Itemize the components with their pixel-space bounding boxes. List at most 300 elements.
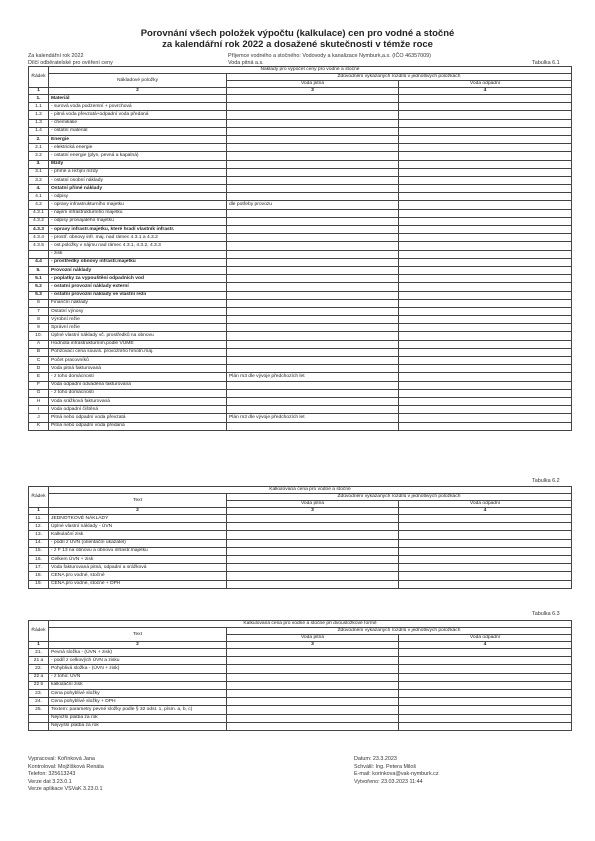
row-waste-value [399,144,572,152]
row-number: 4.3.5 [29,242,49,250]
row-waste-value [399,572,572,580]
row-water-value [227,316,399,324]
row-water-value [227,572,399,580]
table-row [29,144,572,152]
table-row [29,665,572,673]
row-number [29,250,49,258]
row-waste-value [399,714,572,722]
row-number: C [29,357,49,365]
row-item: - surová voda podzemní + povrchová [49,103,227,111]
footer-phone: Telefon: 325613243 [28,771,76,778]
table-row [29,348,572,356]
row-number: 10. [29,332,49,340]
row-number: 1. [29,95,49,103]
header-item: Text [49,494,227,508]
row-water-value [227,258,399,266]
row-water-value [227,144,399,152]
row-waste-value [399,422,572,430]
row-waste-value [399,547,572,555]
footer-app-version: Verze aplikace VSVaK 3.23.0.1 [28,786,103,793]
table-row [29,389,572,397]
row-waste-value [399,135,572,143]
row-water-value [227,152,399,160]
row-water-value [227,689,399,697]
row-waste-value [399,340,572,348]
table-label: Tabulka 6.3 [532,611,560,617]
row-waste-value [399,242,572,250]
table-row [29,357,572,365]
table-row [29,176,572,184]
table-row [29,242,572,250]
row-waste-value [399,324,572,332]
row-waste-value [399,217,572,225]
row-number: 4.3.3 [29,226,49,234]
row-item: - nájem infrastrukturního majetku [49,209,227,217]
header-provider: Příjemce vodného a stočného: Vodovody a kanalizace Nymburk,a.s. (IČO 46357009) [228,53,431,59]
table-row [29,226,572,234]
table-row [29,283,572,291]
row-waste-value [399,299,572,307]
table-row [29,332,572,340]
table-row [29,373,572,381]
table-row [29,152,572,160]
col-number: 3 [227,88,399,95]
row-waste-value [399,103,572,111]
row-water-value [227,242,399,250]
table-row [29,555,572,563]
row-water-value [227,555,399,563]
row-item: Pohyblivá složka - (ÚVN + zisk) [49,665,227,673]
table-row [29,217,572,225]
row-item: Pitná nebo odpadní voda převzatá [49,414,227,422]
col-number: 3 [227,642,399,649]
row-item: Celkem ÚVN + zisk [49,555,227,563]
row-water-value [227,168,399,176]
row-number: 17. [29,564,49,572]
header-year: Za kalendářní rok 2022 [28,53,84,59]
row-number: 2.1 [29,144,49,152]
footer-approved-by: Schválil: Ing. Petera Miloš [354,763,417,770]
row-number: 5. [29,266,49,274]
row-water-value [227,523,399,531]
row-waste-value [399,266,572,274]
table-row [29,324,572,332]
row-water-value [227,119,399,127]
row-item: Cena pohyblivé složky [49,689,227,697]
footer-data-version: Verze dat 3.23.0.1 [28,778,72,785]
table-row [29,414,572,422]
row-water-value [227,673,399,681]
row-item: - podíl z celkových ÚVN a zisku [49,657,227,665]
row-waste-value [399,250,572,258]
row-item: - odpisy [49,193,227,201]
row-item: - ost.položky v nájmu nad rámec 4.3.1, 4.3.2, 4.3.3 [49,242,227,250]
row-item: - ostatní osobní náklady [49,176,227,184]
footer-created: Vytvořeno: 23.03.2023 11:44 [354,778,423,785]
row-water-value: Plán m3 dle vývoje předchozích let [227,414,399,422]
row-waste-value [399,95,572,103]
row-waste-value [399,539,572,547]
table-row [29,657,572,665]
row-waste-value [399,168,572,176]
row-item: Výrobní režie [49,316,227,324]
table-row [29,673,572,681]
row-number [29,722,49,730]
row-number: 22 b [29,681,49,689]
footer-checked-by: Kontroloval: Mojžíšková Renáta [28,763,104,770]
row-item: Správní režie [49,324,227,332]
table-row [29,291,572,299]
table-row [29,168,572,176]
row-water-value: dle potřeby provozu [227,201,399,209]
row-number: 2. [29,135,49,143]
col-number: 1 [29,642,49,649]
row-number: 24. [29,698,49,706]
table-caption: Kalkulovaná cena pro vodné a stočné při dvousložkové formě [49,621,572,628]
row-water-value [227,348,399,356]
table-row [29,193,572,201]
row-number: 11. [29,515,49,523]
col-number: 4 [399,642,572,649]
row-waste-value [399,665,572,673]
row-number: J [29,414,49,422]
row-waste-value [399,657,572,665]
row-number: 3.2 [29,176,49,184]
footer-date: Datum: 23.3.2023 [354,756,397,762]
table-row [29,681,572,689]
col-number: 3 [227,508,399,515]
row-water-value [227,209,399,217]
row-number: 1.4 [29,127,49,135]
header-waste: Voda odpadní [399,81,572,88]
row-waste-value [399,580,572,588]
row-item: Voda srážková fakturovaná [49,397,227,405]
row-water-value [227,698,399,706]
row-waste-value [399,176,572,184]
row-water-value [227,135,399,143]
header-waste: Voda odpadní [399,501,572,508]
row-waste-value [399,406,572,414]
row-item: - ostatní provozní náklady externí [49,283,227,291]
row-item: Finanční náklady [49,299,227,307]
row-item: Kalkulační zisk [49,531,227,539]
row-item: - prostř. obnovy infr. maj. nad rámec 4.3.1 a 4.3.2 [49,234,227,242]
row-water-value [227,266,399,274]
row-item: - ostatní energie (plyn, pevná a kapalná) [49,152,227,160]
row-water-value [227,95,399,103]
row-item: Voda pitná fakturovaná [49,365,227,373]
table-row [29,381,572,389]
table-row [29,266,572,274]
row-item: Voda odpadní čištěná [49,406,227,414]
footer-right [354,756,439,786]
table-row [29,103,572,111]
header-row: Řádek [29,621,49,642]
row-waste-value [399,381,572,389]
row-number: B [29,348,49,356]
row-waste-value [399,316,572,324]
title-line-2: za kalendářní rok 2022 a dosažené skutečnosti v témže roce [162,39,433,50]
table-row [29,564,572,572]
row-item: Voda fakturovaná pitná, odpadní a srážková [49,564,227,572]
header-waste: Voda odpadní [399,635,572,642]
row-water-value [227,324,399,332]
row-number: 8 [29,316,49,324]
row-item: - ostatní provozní náklady ve vlastní režii [49,291,227,299]
table-row [29,275,572,283]
row-number: 1.1 [29,103,49,111]
row-water-value [227,160,399,168]
row-number: 14. [29,539,49,547]
table-row [29,539,572,547]
row-water-value [227,547,399,555]
row-water-value [227,649,399,657]
row-waste-value [399,111,572,119]
row-item: Energie [49,135,227,143]
row-water-value [227,307,399,315]
row-water-value [227,422,399,430]
header-water: Voda pitná [227,501,399,508]
row-number: 25. [29,706,49,714]
row-waste-value [399,365,572,373]
row-number: 4.3.4 [29,234,49,242]
table-row [29,515,572,523]
row-number: 21. [29,649,49,657]
row-waste-value [399,283,572,291]
row-water-value: Plán m3 dle vývoje předchozích let [227,373,399,381]
table-row [29,201,572,209]
row-item: - podíl z ÚVN (orientační ukazatel) [49,539,227,547]
row-water-value [227,406,399,414]
row-waste-value [399,127,572,135]
row-water-value [227,531,399,539]
row-water-value [227,111,399,119]
row-number: 18. [29,572,49,580]
row-waste-value [399,397,572,405]
row-number: 15. [29,547,49,555]
table-row [29,689,572,697]
row-number: I [29,406,49,414]
row-waste-value [399,193,572,201]
row-item: - z toho: ÚVN [49,673,227,681]
table-row [29,397,572,405]
row-number: 22 a [29,673,49,681]
row-item: Počet pracovníků [49,357,227,365]
col-number: 2 [49,88,227,95]
table-row [29,299,572,307]
header-pricing: Dílčí odběratelské pro ověření ceny [28,60,113,66]
row-water-value [227,250,399,258]
row-item: Materiál [49,95,227,103]
row-waste-value [399,307,572,315]
row-number: K [29,422,49,430]
row-item: Voda odpadní odváděná fakturovaná [49,381,227,389]
row-number: H [29,397,49,405]
row-item: - elektrická energie [49,144,227,152]
row-water-value [227,580,399,588]
row-number: 4.4 [29,258,49,266]
row-water-value [227,103,399,111]
table-row [29,531,572,539]
table-row [29,365,572,373]
row-water-value [227,176,399,184]
table-label: Tabulka 6.2 [532,478,560,484]
row-waste-value [399,706,572,714]
title-line-1: Porovnání všech položek výpočtu (kalkulace) cen pro vodné a stočné [140,28,455,39]
row-waste-value [399,209,572,217]
row-waste-value [399,234,572,242]
table-row [29,250,572,258]
two-part-price-table [28,620,572,731]
row-number: 12. [29,523,49,531]
table-row [29,209,572,217]
table-row [29,119,572,127]
row-water-value [227,234,399,242]
header-group: Zdůvodnění vykázaných rozdílů v jednotlivých položkách [227,628,572,635]
table-row [29,523,572,531]
row-water-value [227,127,399,135]
row-waste-value [399,689,572,697]
row-number: F [29,381,49,389]
row-water-value [227,515,399,523]
row-waste-value [399,564,572,572]
row-item: JEDNOTKOVÉ NÁKLADY [49,515,227,523]
row-item: - z F 13 na obnovu a obnovu infrastr.majetku [49,547,227,555]
row-item: Nejvyšší platba za rok [49,722,227,730]
table-row [29,580,572,588]
row-waste-value [399,332,572,340]
row-number: 3.1 [29,168,49,176]
header-row: Řádek [29,67,49,88]
row-item: Úplné vlastní náklady vč. prostředků na obnovu [49,332,227,340]
row-number: 5.2 [29,283,49,291]
table-row [29,316,572,324]
table-row [29,649,572,657]
row-waste-value [399,291,572,299]
row-number: 4.1 [29,193,49,201]
row-water-value [227,340,399,348]
col-number: 2 [49,508,227,515]
row-item: Pitná nebo odpadní voda předaná [49,422,227,430]
row-water-value [227,381,399,389]
row-number: 1.3 [29,119,49,127]
table-row [29,698,572,706]
row-waste-value [399,389,572,397]
col-number: 1 [29,508,49,515]
table-row [29,307,572,315]
row-water-value [227,291,399,299]
row-number: 23. [29,689,49,697]
row-water-value [227,365,399,373]
table-row [29,258,572,266]
footer-left [28,756,104,794]
header-water: Voda pitná [227,81,399,88]
row-number: 22. [29,665,49,673]
table-row [29,185,572,193]
row-water-value [227,706,399,714]
row-item: Pevná složka - (ÚVN + zisk) [49,649,227,657]
row-water-value [227,185,399,193]
row-water-value [227,275,399,283]
row-water-value [227,564,399,572]
row-water-value [227,217,399,225]
row-water-value [227,357,399,365]
header-item: Text [49,628,227,642]
table-row [29,160,572,168]
row-water-value [227,714,399,722]
row-water-value [227,665,399,673]
row-item: Hodnota infrastrukturním.podle VÚME [49,340,227,348]
row-number: A [29,340,49,348]
row-item: - odpisy pronajatého majetku [49,217,227,225]
row-water-value [227,299,399,307]
row-item: Nejnižší platba za rok [49,714,227,722]
table-row [29,111,572,119]
row-number: 5.1 [29,275,49,283]
table-caption: Kalkulovaná cena pro vodné a stočné [49,487,572,494]
row-item: Ostatní výnosy [49,307,227,315]
row-number [29,714,49,722]
row-waste-value [399,160,572,168]
row-item: Provozní náklady [49,266,227,274]
row-water-value [227,657,399,665]
row-waste-value [399,673,572,681]
header-water: Voda pitná a.s. [228,60,264,66]
col-number: 4 [399,88,572,95]
row-waste-value [399,515,572,523]
row-item: Úplné vlastní náklady - ÚVN [49,523,227,531]
row-water-value [227,722,399,730]
row-waste-value [399,649,572,657]
row-number: 4.3.1 [29,209,49,217]
col-number: 2 [49,642,227,649]
row-water-value [227,332,399,340]
row-number: D [29,365,49,373]
row-number: 4.3.2 [29,217,49,225]
row-water-value [227,397,399,405]
row-number: 5.3 [29,291,49,299]
header-group: Zdůvodnění vykázaných rozdílů v jednotlivých položkách [227,494,572,501]
row-item: CENA pro vodné, stočné [49,572,227,580]
row-item: Cena pohyblivé složky + DPH [49,698,227,706]
table-row [29,135,572,143]
table-row [29,714,572,722]
header-row: Řádek [29,487,49,508]
table-row [29,234,572,242]
row-waste-value [399,152,572,160]
row-item: - zisk [49,250,227,258]
row-waste-value [399,258,572,266]
row-waste-value [399,226,572,234]
row-item: - chemikálie [49,119,227,127]
row-item: - pitná voda převzatá+odpadní voda předaná [49,111,227,119]
header-group: Zdůvodnění vykázaných rozdílů v jednotlivých položkách [227,74,572,81]
row-waste-value [399,373,572,381]
table-row [29,127,572,135]
header-item: Nákladové položky [49,74,227,88]
row-waste-value [399,698,572,706]
col-number: 1 [29,88,49,95]
row-item: - poplatky za vypouštění odpadních vod [49,275,227,283]
table-row [29,422,572,430]
table-caption: Náklady pro výpočet ceny pro vodné a stočné [49,67,572,74]
row-waste-value [399,523,572,531]
row-waste-value [399,681,572,689]
table-row [29,406,572,414]
table-row [29,95,572,103]
table-row [29,722,572,730]
row-number: 9 [29,324,49,332]
